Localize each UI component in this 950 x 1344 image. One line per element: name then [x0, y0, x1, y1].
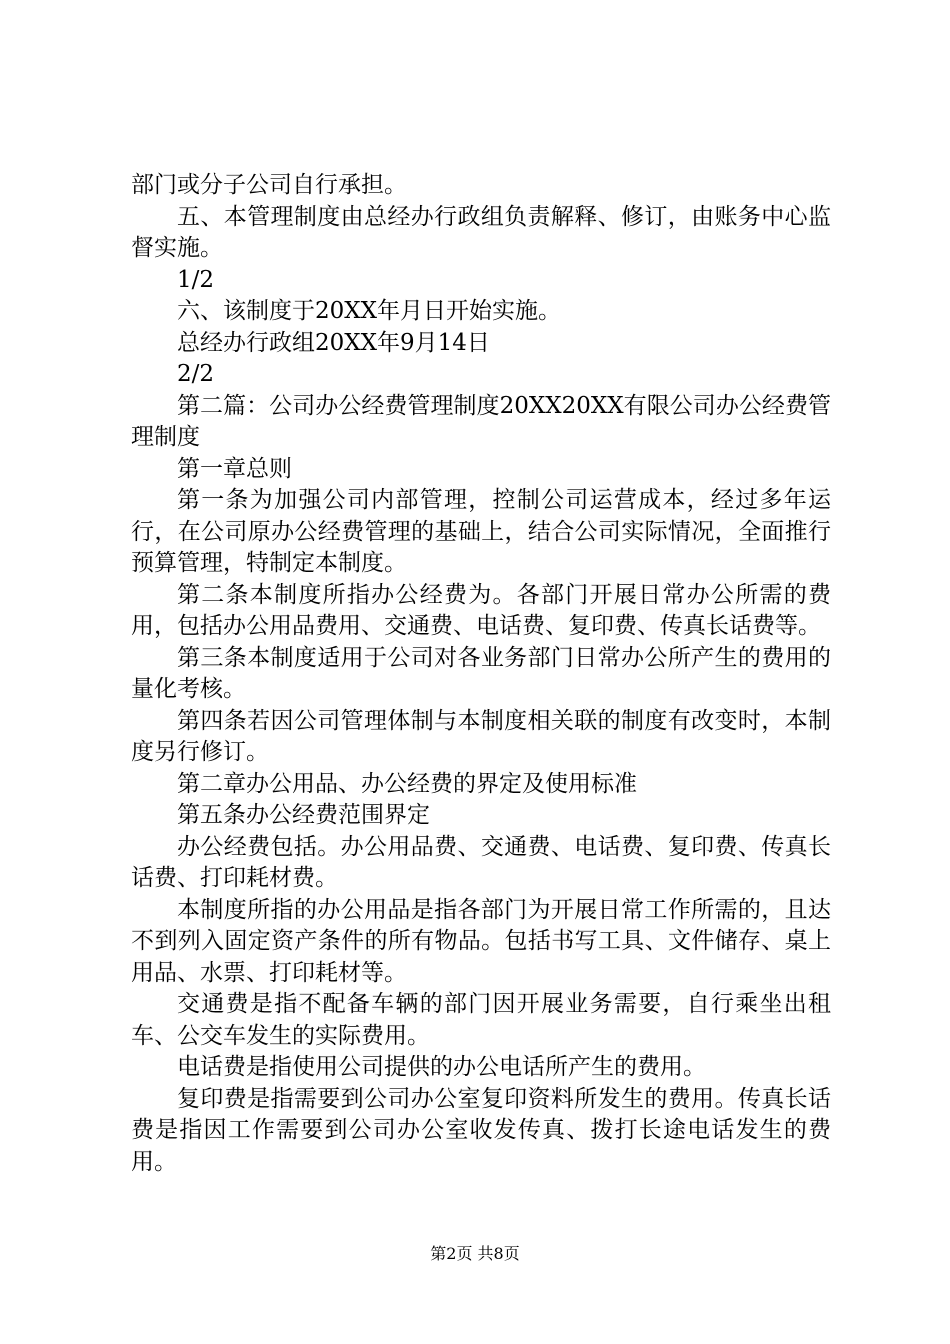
page-number: 第2页	[430, 1244, 473, 1263]
document-body	[131, 170, 831, 1178]
paragraph: 第一条为加强公司内部管理，控制公司运营成本，经过多年运行，在公司原办公经费管理的基础上，结合公司实际情况，全面推行预算管理，特制定本制度。	[131, 487, 831, 576]
page-total: 共8页	[477, 1244, 520, 1263]
paragraph: 五、本管理制度由总经办行政组负责解释、修订，由账务中心监督实施。	[131, 203, 831, 261]
paragraph: 第二条本制度所指办公经费为。各部门开展日常办公所需的费用，包括办公用品费用、交通费、电话费、复印费、传真长话费等。	[131, 581, 831, 639]
page-footer	[0, 1244, 950, 1264]
paragraph: 1/2	[177, 266, 215, 293]
paragraph: 部门或分子公司自行承担。	[131, 172, 407, 198]
paragraph: 本制度所指的办公用品是指各部门为开展日常工作所需的，且达不到列入固定资产条件的所有物品。包括书写工具、文件储存、桌上用品、水票、打印耗材等。	[131, 896, 831, 986]
paragraph: 第二章办公用品、办公经费的界定及使用标准	[177, 770, 637, 797]
paragraph: 第四条若因公司管理体制与本制度相关联的制度有改变时，本制度另行修订。	[131, 707, 831, 765]
paragraph: 复印费是指需要到公司办公室复印资料所发生的费用。传真长话费是指因工作需要到公司办公室收发传真、拨打长途电话发生的费用。	[131, 1085, 831, 1175]
paragraph: 2/2	[177, 361, 215, 387]
paragraph: 交通费是指不配备车辆的部门因开展业务需要，自行乘坐出租车、公交车发生的实际费用。	[131, 991, 831, 1049]
paragraph: 第一章总则	[177, 455, 292, 482]
paragraph: 第二篇：公司办公经费管理制度20XX20XX有限公司办公经费管理制度	[131, 392, 831, 450]
paragraph: 六、该制度于20XX年月日开始实施。	[177, 298, 562, 324]
paragraph: 电话费是指使用公司提供的办公电话所产生的费用。	[177, 1054, 706, 1080]
paragraph: 办公经费包括。办公用品费、交通费、电话费、复印费、传真长话费、打印耗材费。	[131, 833, 831, 891]
paragraph: 总经办行政组20XX年9月14日	[177, 329, 490, 356]
paragraph: 第三条本制度适用于公司对各业务部门日常办公所产生的费用的量化考核。	[131, 644, 831, 702]
paragraph: 第五条办公经费范围界定	[177, 802, 430, 828]
